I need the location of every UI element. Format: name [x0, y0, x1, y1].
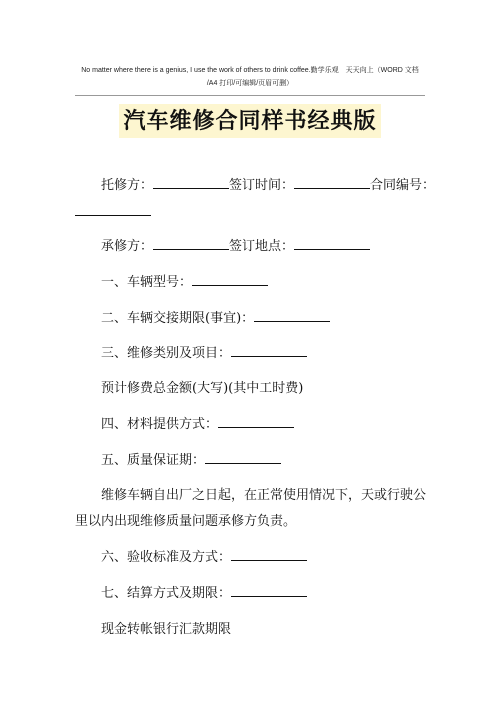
header-divider — [75, 95, 425, 96]
handover-line — [75, 308, 461, 330]
contract-no-blank — [75, 203, 151, 216]
repairer-line — [75, 236, 461, 258]
repair-type-line — [75, 343, 461, 365]
materials-blank — [218, 415, 294, 428]
consigner-blank — [153, 176, 229, 189]
materials-label: 四、材料提供方式： — [101, 417, 219, 432]
consigner-label: 托修方： — [101, 178, 154, 193]
header-line-2: /A4 打印/可编辑/页眉可删） — [206, 80, 294, 87]
repair-type-label: 三、维修类别及项目： — [101, 346, 232, 361]
vehicle-model-blank — [192, 273, 268, 286]
title-container — [0, 104, 500, 138]
sign-place-label: 签订地点： — [229, 239, 295, 254]
warranty-line — [75, 450, 461, 472]
settlement-line — [75, 583, 461, 605]
contract-no-label: 合同编号： — [370, 178, 436, 193]
sign-place-blank — [294, 237, 370, 250]
acceptance-label: 六、验收标准及方式： — [101, 550, 232, 565]
repair-type-blank — [231, 344, 307, 357]
acceptance-line — [75, 547, 461, 569]
warranty-paragraph-line-2: 里以内出现维修质量问题承修方负责。 — [75, 514, 297, 529]
sign-time-label: 签订时间： — [229, 178, 295, 193]
acceptance-blank — [231, 548, 307, 561]
settlement-label: 七、结算方式及期限： — [101, 586, 232, 601]
sign-time-blank — [294, 176, 370, 189]
settlement-blank — [231, 584, 307, 597]
repairer-label: 承修方： — [101, 239, 154, 254]
consigner-line — [75, 175, 461, 197]
materials-line — [75, 414, 461, 436]
vehicle-model-label: 一、车辆型号： — [101, 275, 193, 290]
repairer-blank — [153, 237, 229, 250]
warranty-paragraph-line-1: 维修车辆自出厂之日起，在正常使用情况下，天或行驶公 — [101, 488, 427, 503]
vehicle-model-line — [75, 272, 461, 294]
contract-no-line — [75, 202, 435, 224]
header-line-1: No matter where there is a genius, I use the work of others to drink coffee.勤学乐观 天天向上（WORD 文档 — [81, 67, 419, 74]
estimate-line: 预计修费总金额(大写)(其中工时费) — [101, 381, 304, 396]
warranty-label: 五、质量保证期： — [101, 453, 206, 468]
payment-methods-line: 现金转帐银行汇款期限 — [101, 622, 232, 637]
handover-label: 二、车辆交接期限(事宜)： — [101, 311, 255, 326]
warranty-blank — [205, 451, 281, 464]
handover-blank — [254, 309, 330, 322]
document-title: 汽车维修合同样书经典版 — [119, 104, 380, 138]
page-header — [60, 64, 440, 90]
